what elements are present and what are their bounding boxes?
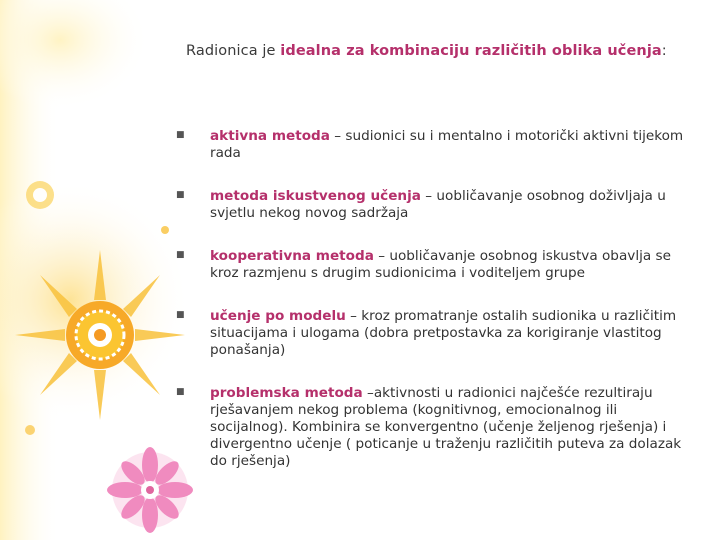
list-item-kooperativna-metoda (176, 248, 686, 282)
list-item-text (210, 385, 686, 470)
list-item-iskustveno-ucenje (176, 188, 686, 222)
list-item-key: kooperativna metoda (210, 248, 374, 264)
learning-methods-list (176, 128, 686, 470)
list-item-text (210, 188, 686, 222)
list-item-text (210, 308, 686, 359)
list-item-rest: – uobličavanje osobnog iskustva obavlja se kroz razmjenu s drugim sudionicima i voditeljem grupe (210, 248, 671, 281)
small-sun-icon (26, 181, 54, 209)
list-item-aktivna-metoda (176, 128, 686, 162)
list-item-text (210, 128, 686, 162)
title-prefix: Radionica je (186, 43, 281, 59)
list-item-problemska-metoda (176, 385, 686, 470)
bullet-icon: ■ (176, 310, 185, 320)
list-item-rest: – sudionici su i mentalno i motorički aktivni tijekom rada (210, 128, 684, 161)
list-item-rest: – kroz promatranje ostalih sudionika u različitim situacijama i ulogama (dobra pretpostavka za korigiranje vlastitog ponašanja) (210, 308, 677, 358)
list-item-key: metoda iskustvenog učenja (210, 188, 421, 204)
title-highlight: idealna za kombinaciju različitih oblika učenja (280, 43, 662, 59)
bullet-icon: ■ (176, 250, 185, 260)
sun-flower-decoration (0, 0, 200, 540)
list-item-ucenje-po-modelu (176, 308, 686, 359)
slide-title (186, 43, 706, 59)
bullet-icon: ■ (176, 387, 185, 397)
list-item-rest: – uobličavanje osobnog doživljaja u svjetlu nekog novog sadržaja (210, 188, 666, 221)
list-item-key: problemska metoda (210, 385, 363, 401)
soft-glow-top (0, 0, 150, 110)
title-suffix: : (661, 43, 667, 59)
list-item-key: učenje po modelu (210, 308, 346, 324)
list-item-rest: –aktivnosti u radionici najčešće rezultiraju rješavanjem nekog problema (kognitivnog, emocionalnog ili socijalnog). Kombinira se konvergentno (učenje željenog rješenja) i divergentno učenje ( poticanje u traženju različitih puteva za dolazak do rješenja) (210, 385, 682, 469)
bullet-icon: ■ (176, 130, 185, 140)
bullet-icon: ■ (176, 190, 185, 200)
list-item-text (210, 248, 686, 282)
list-item-key: aktivna metoda (210, 128, 330, 144)
